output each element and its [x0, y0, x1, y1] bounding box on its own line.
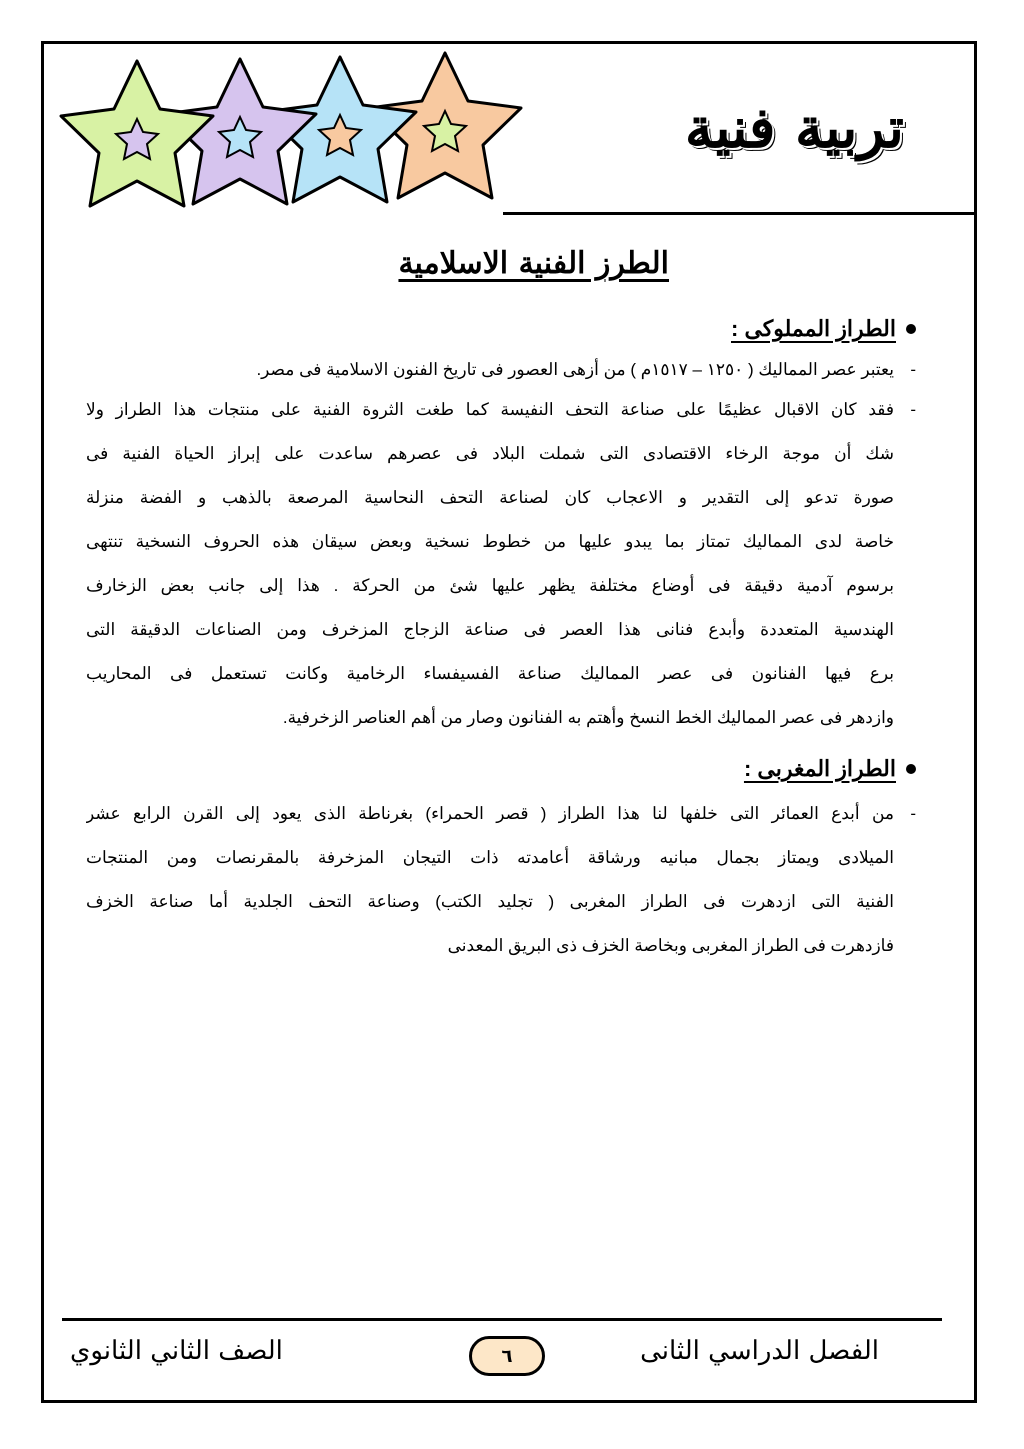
text-line: وازدهر فى عصر المماليك الخط النسخ وأهتم به الفنانون وصار من أهم العناصر الزخرفية.: [282, 708, 894, 727]
paragraph: [86, 352, 916, 388]
section-title-maghribi: الطراز المغربى :: [86, 750, 916, 788]
bullet-icon: [906, 324, 916, 334]
text-line: الهندسية المتعددة وأبدع فنانى هذا العصر فى صناعة الزجاج المزخرف ومن الصناعات الدقيقة التى: [86, 620, 894, 639]
dash-icon: -: [910, 360, 916, 379]
paragraph: [86, 792, 916, 968]
text-line: فقد كان الاقبال عظيمًا على صناعة التحف النفيسة كما طغت الثروة الفنية على منتجات هذا الطراز ولا: [86, 400, 894, 419]
text-line: شك أن موجة الرخاء الاقتصادى التى شملت البلاد فى عصرهم ساعدت على إبراز الحياة الفنية فى: [86, 444, 894, 463]
dash-icon: -: [910, 400, 916, 419]
page-number-badge: [469, 1336, 545, 1376]
text-line: خاصة لدى المماليك تمتاز بما يبدو عليها من خطوط نسخية وبعض سيقان هذه الحروف النسخية تنتهى: [86, 532, 894, 551]
header-divider: [503, 212, 977, 215]
footer-divider: [62, 1318, 942, 1321]
text-line: برسوم آدمية دقيقة فى أوضاع مختلفة يظهر عليها شئ من الحركة . هذا إلى جانب بعض الزخارف: [86, 576, 894, 595]
text-line: يعتبر عصر المماليك ( ١٢٥٠ – ١٥١٧م ) من أزهى العصور فى تاريخ الفنون الاسلامية فى مصر.: [256, 360, 894, 379]
text-line: فازدهرت فى الطراز المغربى وبخاصة الخزف ذى البريق المعدنى: [447, 936, 894, 955]
footer-term: الفصل الدراسي الثانى: [640, 1336, 879, 1366]
text-line: الميلادى ويمتاز بجمال مبانيه ورشاقة أعامدته ذات التيجان المزخرفة بالمقرنصات ومن المنتجات: [86, 848, 894, 867]
text-line: من أبدع العمائر التى خلفها لنا هذا الطراز ( قصر الحمراء) بغرناطة الذى يعود إلى القرن الرابع عشر: [86, 804, 894, 823]
section-title-mamluk: الطراز المملوكى :: [86, 310, 916, 348]
content-body: [86, 306, 916, 968]
star-green-icon: [61, 61, 213, 206]
stars-decoration: [45, 45, 585, 235]
paragraph: [86, 388, 916, 740]
text-line: الفنية التى ازدهرت فى الطراز المغربى ( تجليد الكتب) وصناعة التحف الجلدية أما صناعة الخزف: [86, 892, 894, 911]
page-heading: الطرز الفنية الاسلامية: [398, 246, 669, 281]
text-line: برع فيها الفنانون فى عصر المماليك صناعة الفسيفساء الرخامية وكانت تستعمل فى المحاريب: [86, 664, 894, 683]
header-title: تربية فنية: [684, 95, 904, 161]
dash-icon: -: [910, 804, 916, 823]
bullet-icon: [906, 764, 916, 774]
footer-grade: الصف الثاني الثانوي: [70, 1336, 283, 1366]
page-number: ٦: [501, 1345, 513, 1367]
text-line: صورة تدعو إلى التقدير و الاعجاب كان لصناعة التحف النحاسية المرصعة بالذهب و الفضة منزلة: [86, 488, 894, 507]
